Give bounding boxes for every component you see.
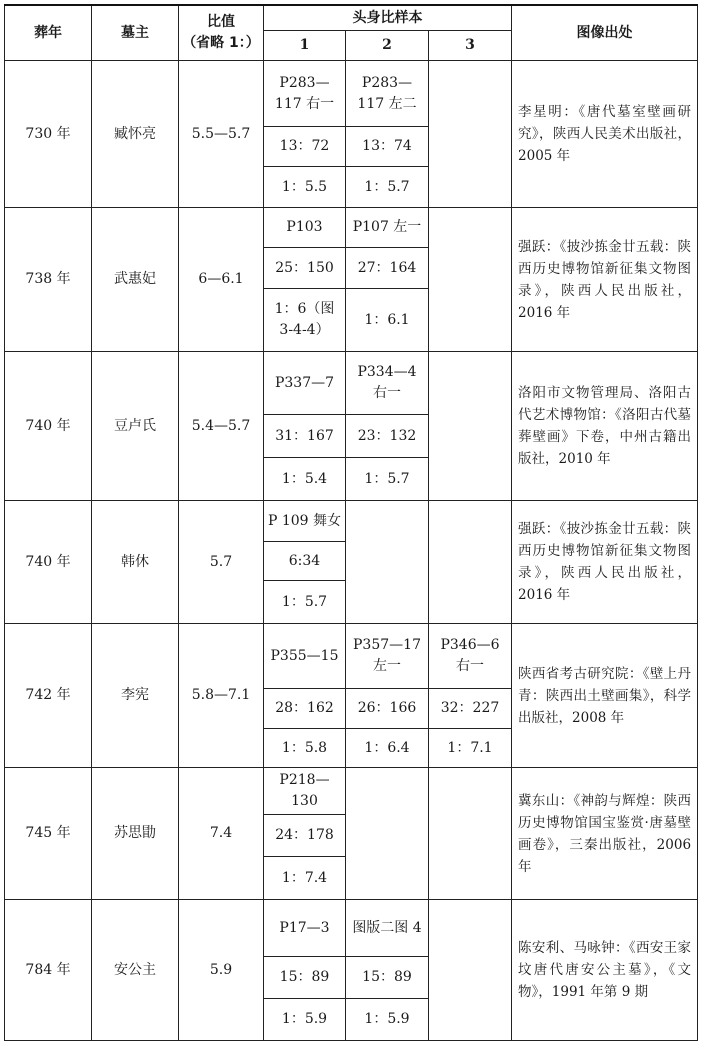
cell-sample-3: 1：7.1 bbox=[429, 729, 512, 768]
table-row bbox=[5, 208, 698, 248]
table-row bbox=[5, 900, 698, 957]
cell-owner: 韩休 bbox=[92, 501, 179, 624]
cell-ratio: 5.4—5.7 bbox=[179, 352, 264, 501]
cell-sample-2: 27：164 bbox=[346, 248, 429, 289]
cell-year: 742 年 bbox=[5, 624, 92, 768]
cell-sample-empty bbox=[429, 61, 512, 208]
cell-sample-1: 1：6（图 3-4-4） bbox=[264, 289, 346, 352]
cell-year: 730 年 bbox=[5, 61, 92, 208]
cell-sample-1: P283—117 右一 bbox=[264, 61, 346, 127]
header-source: 图像出处 bbox=[512, 5, 698, 61]
cell-sample-empty bbox=[346, 501, 429, 624]
cell-sample-1: 15：89 bbox=[264, 957, 346, 999]
cell-sample-1: P 109 舞女 bbox=[264, 501, 346, 542]
cell-source: 陕西省考古研究院：《壁上丹青：陕西出土壁画集》，科学出版社，2008 年 bbox=[512, 624, 698, 768]
cell-sample-2: P334—4 右一 bbox=[346, 352, 429, 415]
cell-sample-2: 26：166 bbox=[346, 689, 429, 729]
cell-sample-1: 24：178 bbox=[264, 815, 346, 857]
cell-sample-2: P357—17 左一 bbox=[346, 624, 429, 689]
cell-owner: 臧怀亮 bbox=[92, 61, 179, 208]
cell-source: 洛阳市文物管理局、洛阳古代艺术博物馆：《洛阳古代墓葬壁画》下卷，中州古籍出版社，2010 年 bbox=[512, 352, 698, 501]
header-ratio bbox=[179, 5, 264, 61]
cell-sample-2: 23：132 bbox=[346, 415, 429, 458]
cell-sample-1: 28：162 bbox=[264, 689, 346, 729]
cell-sample-1: 31：167 bbox=[264, 415, 346, 458]
cell-owner: 豆卢氏 bbox=[92, 352, 179, 501]
cell-ratio: 6—6.1 bbox=[179, 208, 264, 352]
cell-sample-1: 1：5.7 bbox=[264, 581, 346, 624]
cell-ratio: 5.5—5.7 bbox=[179, 61, 264, 208]
cell-sample-empty bbox=[429, 208, 512, 352]
table-row bbox=[5, 501, 698, 542]
cell-owner: 李宪 bbox=[92, 624, 179, 768]
cell-source: 强跃：《披沙拣金廿五载：陕西历史博物馆新征集文物图录》，陕西人民出版社，2016 年 bbox=[512, 501, 698, 624]
cell-sample-1: 1：5.9 bbox=[264, 999, 346, 1041]
cell-year: 738 年 bbox=[5, 208, 92, 352]
cell-sample-1: P17—3 bbox=[264, 900, 346, 957]
cell-source: 强跃：《披沙拣金廿五载：陕西历史博物馆新征集文物图录》，陕西人民出版社，2016 年 bbox=[512, 208, 698, 352]
header-ratio-note: （省略 1：） bbox=[182, 35, 260, 51]
cell-sample-1: 1：5.8 bbox=[264, 729, 346, 768]
cell-ratio: 5.9 bbox=[179, 900, 264, 1041]
cell-sample-2: P283—117 左二 bbox=[346, 61, 429, 127]
cell-sample-1: P355—15 bbox=[264, 624, 346, 689]
cell-sample-1: P103 bbox=[264, 208, 346, 248]
cell-sample-2: 图版二图 4 bbox=[346, 900, 429, 957]
table-row bbox=[5, 352, 698, 415]
header-owner: 墓主 bbox=[92, 5, 179, 61]
cell-sample-empty bbox=[346, 768, 429, 900]
cell-ratio: 5.7 bbox=[179, 501, 264, 624]
cell-sample-empty bbox=[429, 352, 512, 501]
cell-sample-2: 1：5.7 bbox=[346, 167, 429, 208]
cell-year: 740 年 bbox=[5, 501, 92, 624]
cell-sample-1: 1：7.4 bbox=[264, 857, 346, 900]
header-sample-2: 2 bbox=[346, 31, 429, 61]
header-year: 葬年 bbox=[5, 5, 92, 61]
cell-source: 陈安利、马咏钟：《西安王家坟唐代唐安公主墓》，《文物》，1991 年第 9 期 bbox=[512, 900, 698, 1041]
header-sample-3: 3 bbox=[429, 31, 512, 61]
cell-sample-1: 1：5.5 bbox=[264, 167, 346, 208]
cell-sample-2: 1：5.7 bbox=[346, 458, 429, 501]
cell-ratio: 5.8—7.1 bbox=[179, 624, 264, 768]
data-table bbox=[4, 4, 698, 1041]
cell-source: 冀东山：《神韵与辉煌：陕西历史博物馆国宝鉴赏·唐墓壁画卷》，三秦出版社，2006 年 bbox=[512, 768, 698, 900]
cell-owner: 武惠妃 bbox=[92, 208, 179, 352]
cell-sample-empty bbox=[429, 768, 512, 900]
table-row bbox=[5, 61, 698, 127]
header-sample-1: 1 bbox=[264, 31, 346, 61]
cell-owner: 苏思勖 bbox=[92, 768, 179, 900]
cell-year: 740 年 bbox=[5, 352, 92, 501]
cell-year: 784 年 bbox=[5, 900, 92, 1041]
table-body bbox=[5, 61, 698, 1041]
cell-owner: 安公主 bbox=[92, 900, 179, 1041]
cell-sample-2: 15：89 bbox=[346, 957, 429, 999]
header-samples: 头身比样本 bbox=[264, 5, 512, 31]
cell-sample-2: 13：74 bbox=[346, 127, 429, 167]
cell-sample-2: 1：5.9 bbox=[346, 999, 429, 1041]
cell-sample-1: 25：150 bbox=[264, 248, 346, 289]
table-row bbox=[5, 768, 698, 815]
cell-sample-1: 13：72 bbox=[264, 127, 346, 167]
cell-sample-1: P337—7 bbox=[264, 352, 346, 415]
cell-sample-1: 6:34 bbox=[264, 542, 346, 581]
cell-sample-3: 32：227 bbox=[429, 689, 512, 729]
cell-sample-2: 1：6.1 bbox=[346, 289, 429, 352]
cell-sample-1: P218—130 bbox=[264, 768, 346, 815]
cell-ratio: 7.4 bbox=[179, 768, 264, 900]
cell-source: 李星明：《唐代墓室壁画研究》，陕西人民美术出版社，2005 年 bbox=[512, 61, 698, 208]
cell-sample-3: P346—6 右一 bbox=[429, 624, 512, 689]
cell-sample-2: P107 左一 bbox=[346, 208, 429, 248]
cell-sample-1: 1：5.4 bbox=[264, 458, 346, 501]
cell-year: 745 年 bbox=[5, 768, 92, 900]
cell-sample-empty bbox=[429, 501, 512, 624]
cell-sample-2: 1：6.4 bbox=[346, 729, 429, 768]
table-row bbox=[5, 624, 698, 689]
cell-sample-empty bbox=[429, 900, 512, 1041]
header-ratio-label: 比值 bbox=[207, 14, 235, 30]
